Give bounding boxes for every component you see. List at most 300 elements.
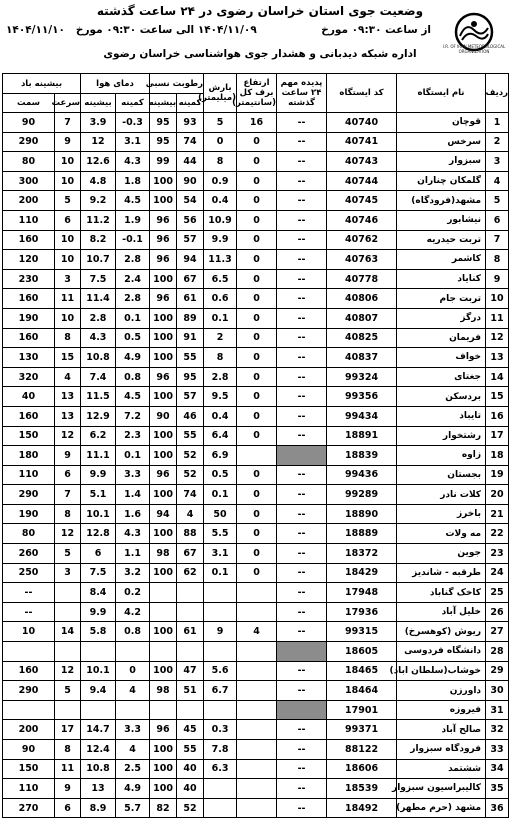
snow-cell: 0 xyxy=(237,504,277,524)
row-number: 16 xyxy=(486,406,509,426)
humidity-min-cell: 46 xyxy=(177,406,204,426)
station-name: تربت جام xyxy=(397,289,486,309)
wind-dir-cell: 160 xyxy=(3,406,55,426)
station-name: سبزوار xyxy=(397,152,486,172)
phenomenon-cell: -- xyxy=(277,328,327,348)
temp-max-cell: 12.6 xyxy=(81,152,116,172)
phenomenon-cell: -- xyxy=(277,779,327,799)
temp-min-cell: 1.8 xyxy=(116,171,150,191)
wind-speed-cell: 10 xyxy=(55,230,81,250)
humidity-min-cell: 57 xyxy=(177,230,204,250)
phenomenon-cell xyxy=(277,642,327,662)
wind-speed-cell: 12 xyxy=(55,426,81,446)
rain-cell: 9 xyxy=(204,622,237,642)
temp-max-cell: 11.4 xyxy=(81,289,116,309)
wind-speed-cell: 3 xyxy=(55,269,81,289)
phenomenon-cell: -- xyxy=(277,504,327,524)
wind-dir-cell: 300 xyxy=(3,171,55,191)
humidity-min-cell: 56 xyxy=(177,210,204,230)
station-code: 40743 xyxy=(327,152,397,172)
station-name: ششتمد xyxy=(397,759,486,779)
wind-dir-cell: 120 xyxy=(3,250,55,270)
report-period xyxy=(6,24,431,40)
wind-speed-cell: 8 xyxy=(55,740,81,760)
weather-table xyxy=(2,73,509,818)
station-code: 99371 xyxy=(327,720,397,740)
row-number: 36 xyxy=(486,798,509,818)
rain-cell: 0.3 xyxy=(204,720,237,740)
temp-min-cell: -0.1 xyxy=(116,230,150,250)
station-name: کالیبراسیون سبزوار xyxy=(397,779,486,799)
row-number: 14 xyxy=(486,367,509,387)
rain-cell: 0.1 xyxy=(204,563,237,583)
snow-cell xyxy=(237,720,277,740)
humidity-min-cell: 67 xyxy=(177,544,204,564)
snow-cell xyxy=(237,700,277,720)
row-number: 13 xyxy=(486,348,509,368)
col-hum-max: بیشینه xyxy=(150,94,177,113)
rain-cell: 0.9 xyxy=(204,171,237,191)
wind-speed-cell: 12 xyxy=(55,524,81,544)
wind-speed-cell: 8 xyxy=(55,504,81,524)
temp-min-cell: 0.8 xyxy=(116,367,150,387)
station-name: خوشاب(سلطان اباد) xyxy=(397,661,486,681)
wind-dir-cell: 180 xyxy=(3,446,55,466)
rain-cell: 0 xyxy=(204,132,237,152)
humidity-max-cell: 100 xyxy=(150,622,177,642)
station-name: جغتای xyxy=(397,367,486,387)
station-code: 18890 xyxy=(327,504,397,524)
snow-cell xyxy=(237,681,277,701)
station-name: خلیل آباد xyxy=(397,602,486,622)
phenomenon-cell: -- xyxy=(277,250,327,270)
station-code: 99315 xyxy=(327,622,397,642)
phenomenon-cell: -- xyxy=(277,113,327,133)
humidity-max-cell: 96 xyxy=(150,367,177,387)
humidity-max-cell: 96 xyxy=(150,230,177,250)
phenomenon-cell: -- xyxy=(277,563,327,583)
humidity-max-cell: 100 xyxy=(150,308,177,328)
wind-speed-cell: 17 xyxy=(55,720,81,740)
wind-speed-cell: 13 xyxy=(55,387,81,407)
row-number: 8 xyxy=(486,250,509,270)
col-wind: بیشینه باد xyxy=(3,74,81,94)
row-number: 33 xyxy=(486,740,509,760)
humidity-min-cell: 74 xyxy=(177,485,204,505)
table-row xyxy=(3,406,509,426)
wind-dir-cell: 110 xyxy=(3,210,55,230)
row-number: 7 xyxy=(486,230,509,250)
organization-name: اداره شبکه دیدبانی و هشدار جوی هواشناسی خراسان رضوی xyxy=(103,48,417,60)
temp-max-cell: 9.9 xyxy=(81,602,116,622)
phenomenon-cell: -- xyxy=(277,740,327,760)
wind-dir-cell: 90 xyxy=(3,113,55,133)
wind-dir-cell: 160 xyxy=(3,289,55,309)
wind-dir-cell: 190 xyxy=(3,504,55,524)
temp-max-cell: 7.5 xyxy=(81,269,116,289)
humidity-max-cell: 100 xyxy=(150,740,177,760)
wind-speed-cell: 10 xyxy=(55,171,81,191)
wind-speed-cell: 10 xyxy=(55,250,81,270)
row-number: 23 xyxy=(486,544,509,564)
wind-dir-cell: 40 xyxy=(3,387,55,407)
phenomenon-cell: -- xyxy=(277,132,327,152)
humidity-max-cell xyxy=(150,583,177,603)
phenomenon-cell: -- xyxy=(277,171,327,191)
station-code: 18429 xyxy=(327,563,397,583)
row-number: 35 xyxy=(486,779,509,799)
wind-speed-cell: 13 xyxy=(55,406,81,426)
rain-cell xyxy=(204,700,237,720)
station-name: کاشمر xyxy=(397,250,486,270)
station-code: 18605 xyxy=(327,642,397,662)
temp-max-cell: 10.1 xyxy=(81,504,116,524)
temp-max-cell: 6 xyxy=(81,544,116,564)
wind-speed-cell: 5 xyxy=(55,191,81,211)
rain-cell: 0.1 xyxy=(204,485,237,505)
row-number: 25 xyxy=(486,583,509,603)
snow-cell: 0 xyxy=(237,387,277,407)
snow-cell xyxy=(237,602,277,622)
humidity-max-cell: 95 xyxy=(150,132,177,152)
table-row xyxy=(3,387,509,407)
temp-max-cell: 4.8 xyxy=(81,171,116,191)
humidity-min-cell: 52 xyxy=(177,465,204,485)
phenomenon-cell: -- xyxy=(277,524,327,544)
station-name: فیروزه xyxy=(397,700,486,720)
row-number: 22 xyxy=(486,524,509,544)
table-row xyxy=(3,622,509,642)
temp-max-cell: 9.2 xyxy=(81,191,116,211)
phenomenon-cell: -- xyxy=(277,661,327,681)
humidity-max-cell: 100 xyxy=(150,171,177,191)
temp-max-cell: 13 xyxy=(81,779,116,799)
temp-max-cell: 12.9 xyxy=(81,406,116,426)
wind-dir-cell: 270 xyxy=(3,798,55,818)
station-code: 18889 xyxy=(327,524,397,544)
snow-cell: 0 xyxy=(237,210,277,230)
table-row xyxy=(3,191,509,211)
wind-dir-cell: 80 xyxy=(3,152,55,172)
station-code: 99289 xyxy=(327,485,397,505)
snow-cell: 0 xyxy=(237,367,277,387)
humidity-max-cell: 100 xyxy=(150,563,177,583)
table-row xyxy=(3,504,509,524)
station-code: 40741 xyxy=(327,132,397,152)
col-wind-dir: سمت xyxy=(3,94,55,113)
humidity-max-cell: 100 xyxy=(150,661,177,681)
temp-min-cell xyxy=(116,642,150,662)
snow-cell: 0 xyxy=(237,328,277,348)
wind-speed-cell: 3 xyxy=(55,563,81,583)
row-number: 2 xyxy=(486,132,509,152)
phenomenon-cell: -- xyxy=(277,230,327,250)
rain-cell xyxy=(204,798,237,818)
temp-max-cell: 14.7 xyxy=(81,720,116,740)
rain-cell: 0.5 xyxy=(204,465,237,485)
row-number: 9 xyxy=(486,269,509,289)
station-code: 40745 xyxy=(327,191,397,211)
rain-cell: 0.6 xyxy=(204,289,237,309)
table-row xyxy=(3,367,509,387)
temp-min-cell: 2.5 xyxy=(116,759,150,779)
humidity-min-cell: 57 xyxy=(177,387,204,407)
snow-cell xyxy=(237,661,277,681)
temp-max-cell: 12.8 xyxy=(81,524,116,544)
row-number: 24 xyxy=(486,563,509,583)
table-header xyxy=(3,74,509,113)
temp-min-cell: 5.7 xyxy=(116,798,150,818)
wind-speed-cell xyxy=(55,602,81,622)
humidity-min-cell: 52 xyxy=(177,798,204,818)
phenomenon-cell: -- xyxy=(277,798,327,818)
station-name: زاوه xyxy=(397,446,486,466)
row-number: 11 xyxy=(486,308,509,328)
phenomenon-cell: -- xyxy=(277,387,327,407)
snow-cell: 4 xyxy=(237,622,277,642)
wind-speed-cell: 4 xyxy=(55,367,81,387)
phenomenon-cell: -- xyxy=(277,602,327,622)
humidity-max-cell: 100 xyxy=(150,426,177,446)
humidity-max-cell: 100 xyxy=(150,269,177,289)
rain-cell: 7.8 xyxy=(204,740,237,760)
wind-dir-cell: 260 xyxy=(3,544,55,564)
col-temperature: دمای هوا xyxy=(81,74,150,94)
temp-min-cell: 1.4 xyxy=(116,485,150,505)
rain-cell: 5.5 xyxy=(204,524,237,544)
station-name: کاخک گناباد xyxy=(397,583,486,603)
humidity-min-cell: 62 xyxy=(177,563,204,583)
station-code: 17936 xyxy=(327,602,397,622)
snow-cell: 0 xyxy=(237,230,277,250)
humidity-min-cell xyxy=(177,602,204,622)
humidity-min-cell xyxy=(177,700,204,720)
snow-cell: 0 xyxy=(237,563,277,583)
temp-max-cell: 5.1 xyxy=(81,485,116,505)
period-range-text: ۱۴۰۴/۱۱/۰۹ الی ساعت ۰۹:۳۰ مورخ xyxy=(75,24,257,36)
row-number: 20 xyxy=(486,485,509,505)
wind-dir-cell: 130 xyxy=(3,348,55,368)
wind-dir-cell: 90 xyxy=(3,740,55,760)
temp-max-cell: 2.8 xyxy=(81,308,116,328)
snow-cell: 0 xyxy=(237,171,277,191)
row-number: 15 xyxy=(486,387,509,407)
temp-max-cell: 12.4 xyxy=(81,740,116,760)
station-name: مشهد(فرودگاه) xyxy=(397,191,486,211)
phenomenon-cell: -- xyxy=(277,367,327,387)
station-name: داورزن xyxy=(397,681,486,701)
humidity-min-cell: 52 xyxy=(177,446,204,466)
phenomenon-cell: -- xyxy=(277,759,327,779)
station-code: 99436 xyxy=(327,465,397,485)
wind-speed-cell xyxy=(55,642,81,662)
table-row xyxy=(3,485,509,505)
phenomenon-cell xyxy=(277,446,327,466)
humidity-min-cell: 61 xyxy=(177,289,204,309)
table-row xyxy=(3,740,509,760)
station-name: ریوش (کوهسرخ) xyxy=(397,622,486,642)
rain-cell: 5.6 xyxy=(204,661,237,681)
station-name: بردسکن xyxy=(397,387,486,407)
rain-cell: 9.9 xyxy=(204,230,237,250)
snow-cell xyxy=(237,759,277,779)
station-code: 40778 xyxy=(327,269,397,289)
wind-dir-cell: 150 xyxy=(3,426,55,446)
humidity-max-cell: 100 xyxy=(150,191,177,211)
humidity-max-cell: 99 xyxy=(150,152,177,172)
humidity-max-cell: 100 xyxy=(150,524,177,544)
wind-speed-cell: 10 xyxy=(55,152,81,172)
station-code: 18492 xyxy=(327,798,397,818)
temp-min-cell: 4.9 xyxy=(116,779,150,799)
station-name: رشتخوار xyxy=(397,426,486,446)
temp-max-cell: 10.7 xyxy=(81,250,116,270)
humidity-max-cell: 90 xyxy=(150,406,177,426)
col-rain-label: بارش xyxy=(208,83,232,93)
humidity-max-cell: 96 xyxy=(150,210,177,230)
temp-max-cell: 11.1 xyxy=(81,446,116,466)
wind-speed-cell: 8 xyxy=(55,328,81,348)
humidity-max-cell xyxy=(150,700,177,720)
station-code: 40746 xyxy=(327,210,397,230)
wind-speed-cell: 9 xyxy=(55,446,81,466)
phenomenon-cell: -- xyxy=(277,426,327,446)
row-number: 31 xyxy=(486,700,509,720)
wind-speed-cell xyxy=(55,583,81,603)
table-row xyxy=(3,348,509,368)
col-hum-min: کمینه xyxy=(177,94,204,113)
snow-cell: 0 xyxy=(237,132,277,152)
temp-min-cell: 2.8 xyxy=(116,289,150,309)
station-name: جوین xyxy=(397,544,486,564)
wind-dir-cell: -- xyxy=(3,583,55,603)
station-name: قوچان xyxy=(397,113,486,133)
table-row xyxy=(3,446,509,466)
temp-min-cell: 2.8 xyxy=(116,250,150,270)
table-row xyxy=(3,269,509,289)
station-code: 18372 xyxy=(327,544,397,564)
table-row xyxy=(3,426,509,446)
rain-cell: 9.5 xyxy=(204,387,237,407)
humidity-max-cell xyxy=(150,602,177,622)
station-code: 18606 xyxy=(327,759,397,779)
rain-cell: 6.3 xyxy=(204,759,237,779)
humidity-min-cell: 44 xyxy=(177,152,204,172)
temp-max-cell: 12 xyxy=(81,132,116,152)
humidity-max-cell: 100 xyxy=(150,759,177,779)
snow-cell: 0 xyxy=(237,152,277,172)
phenomenon-cell: -- xyxy=(277,308,327,328)
wind-dir-cell: 110 xyxy=(3,779,55,799)
row-number: 1 xyxy=(486,113,509,133)
station-name: فریمان xyxy=(397,328,486,348)
temp-max-cell: 10.8 xyxy=(81,759,116,779)
col-phenomenon: پدیده مهم ۲۴ ساعت گذشته xyxy=(277,74,327,113)
humidity-max-cell: 98 xyxy=(150,681,177,701)
temp-min-cell: 4.3 xyxy=(116,152,150,172)
rain-cell: 2 xyxy=(204,328,237,348)
row-number: 30 xyxy=(486,681,509,701)
table-row xyxy=(3,720,509,740)
humidity-min-cell xyxy=(177,642,204,662)
rain-cell: 8 xyxy=(204,152,237,172)
wind-dir-cell: 10 xyxy=(3,622,55,642)
humidity-min-cell: 55 xyxy=(177,740,204,760)
wind-dir-cell: 150 xyxy=(3,759,55,779)
wind-dir-cell: 290 xyxy=(3,132,55,152)
phenomenon-cell: -- xyxy=(277,406,327,426)
wind-dir-cell: 200 xyxy=(3,191,55,211)
temp-min-cell: 0.8 xyxy=(116,622,150,642)
phenomenon-cell: -- xyxy=(277,720,327,740)
table-row xyxy=(3,328,509,348)
station-code: 40762 xyxy=(327,230,397,250)
temp-min-cell: 4.9 xyxy=(116,348,150,368)
period-range xyxy=(6,24,257,36)
snow-cell xyxy=(237,779,277,799)
wind-speed-cell xyxy=(55,700,81,720)
rain-cell: 11.3 xyxy=(204,250,237,270)
station-code: 99356 xyxy=(327,387,397,407)
humidity-max-cell: 98 xyxy=(150,544,177,564)
humidity-min-cell: 95 xyxy=(177,367,204,387)
rain-cell: 6.5 xyxy=(204,269,237,289)
temp-max-cell: 3.9 xyxy=(81,113,116,133)
temp-min-cell: 0.5 xyxy=(116,328,150,348)
phenomenon-cell: -- xyxy=(277,210,327,230)
col-temp-min: کمینه xyxy=(116,94,150,113)
station-name: نیشابور xyxy=(397,210,486,230)
temp-min-cell: 4 xyxy=(116,740,150,760)
temp-max-cell: 4.3 xyxy=(81,328,116,348)
humidity-max-cell: 96 xyxy=(150,289,177,309)
col-row-no: ردیف xyxy=(486,74,509,113)
humidity-max-cell: 96 xyxy=(150,250,177,270)
table-row xyxy=(3,250,509,270)
phenomenon-cell: -- xyxy=(277,152,327,172)
snow-cell: 0 xyxy=(237,348,277,368)
wind-speed-cell: 10 xyxy=(55,308,81,328)
temp-min-cell: 4.3 xyxy=(116,524,150,544)
station-code: 40744 xyxy=(327,171,397,191)
humidity-max-cell: 96 xyxy=(150,465,177,485)
table-row xyxy=(3,700,509,720)
humidity-max-cell: 100 xyxy=(150,446,177,466)
station-code: 40837 xyxy=(327,348,397,368)
phenomenon-cell: -- xyxy=(277,583,327,603)
wind-dir-cell: 290 xyxy=(3,485,55,505)
row-number: 5 xyxy=(486,191,509,211)
snow-cell xyxy=(237,642,277,662)
humidity-min-cell: 91 xyxy=(177,328,204,348)
wind-speed-cell: 11 xyxy=(55,289,81,309)
humidity-min-cell: 90 xyxy=(177,171,204,191)
snow-cell: 16 xyxy=(237,113,277,133)
station-name: تربت حیدریه xyxy=(397,230,486,250)
station-code: 18891 xyxy=(327,426,397,446)
station-code: 99434 xyxy=(327,406,397,426)
rain-cell: 6.9 xyxy=(204,446,237,466)
phenomenon-cell: -- xyxy=(277,544,327,564)
rain-cell xyxy=(204,642,237,662)
table-row xyxy=(3,563,509,583)
wind-speed-cell: 5 xyxy=(55,544,81,564)
temp-min-cell: 3.3 xyxy=(116,720,150,740)
temp-min-cell: 0 xyxy=(116,661,150,681)
rain-cell: 5 xyxy=(204,113,237,133)
row-number: 17 xyxy=(486,426,509,446)
temp-max-cell: 7.4 xyxy=(81,367,116,387)
